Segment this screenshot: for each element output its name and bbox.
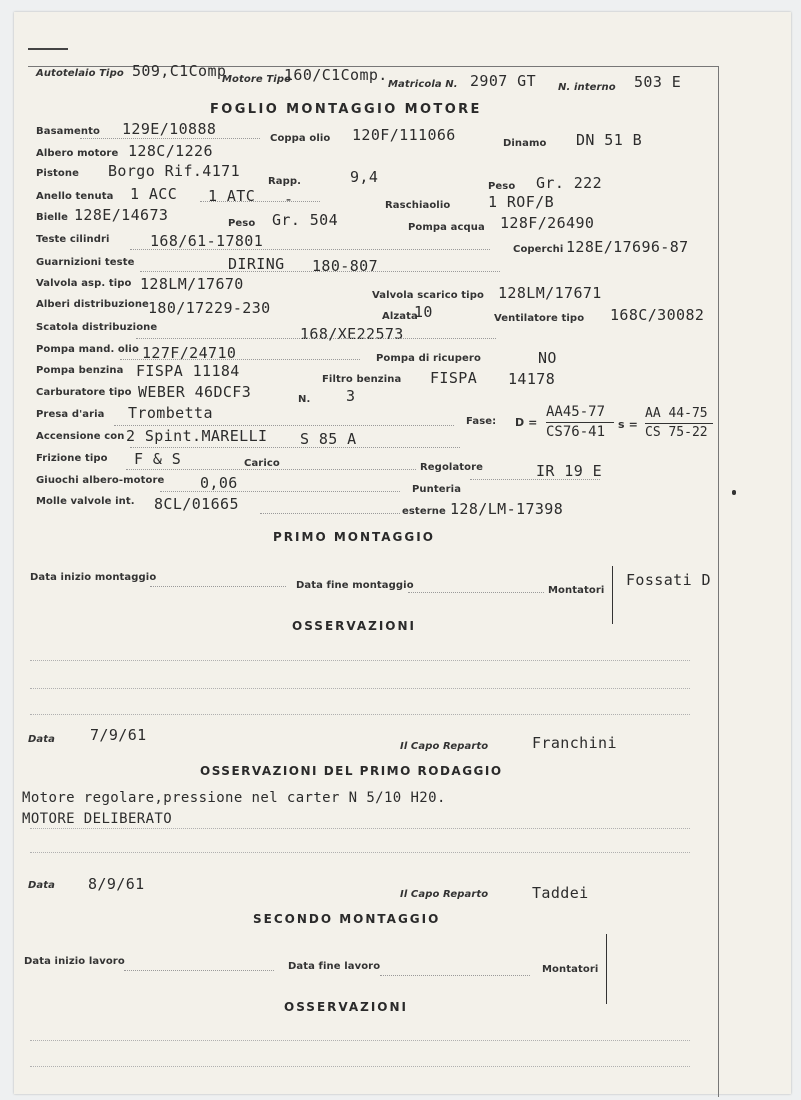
molle-label: Molle valvole int. <box>36 496 135 507</box>
ruled-line <box>30 852 690 853</box>
peso-pistone-value: Gr. 222 <box>536 174 603 192</box>
fase-d-top: AA45-77 <box>546 404 606 420</box>
primo-data-label: Data <box>28 734 55 745</box>
field-line <box>130 447 460 448</box>
peso-pistone-label: Peso <box>488 181 516 192</box>
primo-data-value: 7/9/61 <box>90 726 147 744</box>
field-line <box>380 975 530 976</box>
coperchi-value: 128E/17696-87 <box>566 238 689 256</box>
pompa-recupero-label: Pompa di ricupero <box>376 353 481 364</box>
field-line <box>126 469 416 470</box>
molle-value: 8CL/01665 <box>154 495 239 513</box>
pompa-olio-label: Pompa mand. olio <box>36 344 139 355</box>
carico-label: Carico <box>244 458 280 469</box>
field-line <box>120 359 360 360</box>
motore-label: Motore Tipo <box>222 74 292 85</box>
frizione-value: F & S <box>134 450 182 468</box>
ruled-line <box>30 660 690 661</box>
primo-data-fine-label: Data fine montaggio <box>296 580 414 591</box>
pompa-recupero-value: NO <box>538 349 557 367</box>
matricola-label: Matricola N. <box>388 79 458 90</box>
ventilatore-label: Ventilatore tipo <box>494 313 585 324</box>
field-line <box>140 271 500 272</box>
secondo-data-inizio-label: Data inizio lavoro <box>24 956 125 967</box>
fase-s-top: AA 44-75 <box>645 406 708 421</box>
pistone-label: Pistone <box>36 168 79 179</box>
basamento-label: Basamento <box>36 126 100 137</box>
alzata-value: 10 <box>414 303 433 321</box>
valvola-scarico-value: 128LM/17671 <box>498 284 602 302</box>
anello-tenuta-value2: 1 ATC <box>208 187 256 205</box>
rapp-label: Rapp. <box>268 176 302 187</box>
rodaggio-data-value: 8/9/61 <box>88 875 145 893</box>
peso-bielle-label: Peso <box>228 218 256 229</box>
bielle-label: Bielle <box>36 212 69 223</box>
ruled-line <box>30 828 690 829</box>
fase-d-fraction-bar <box>546 422 614 423</box>
peso-bielle-value: Gr. 504 <box>272 211 339 229</box>
fase-d-label: D = <box>515 416 538 429</box>
filtro-benzina-label: Filtro benzina <box>322 374 402 385</box>
ruled-line <box>30 688 690 689</box>
pistone-value: Borgo Rif.4171 <box>108 162 241 180</box>
accensione-label: Accensione con <box>36 431 125 442</box>
rapp-value: 9,4 <box>350 168 379 186</box>
fase-label: Fase: <box>466 416 497 427</box>
esterne-value: 128/LM-17398 <box>450 500 564 518</box>
primo-montaggio-heading: PRIMO MONTAGGIO <box>273 530 435 544</box>
secondo-montatori-bracket <box>606 934 607 1004</box>
rodaggio-line2: MOTORE DELIBERATO <box>22 811 173 827</box>
anello-tenuta-value3: - <box>284 190 294 208</box>
field-line <box>260 513 400 514</box>
field-line <box>130 249 490 250</box>
ruled-line <box>30 714 690 715</box>
teste-cilindri-value: 168/61-17801 <box>150 232 264 250</box>
accensione-value2: S 85 A <box>300 430 357 448</box>
primo-capo-label: Il Capo Reparto <box>400 741 489 752</box>
pompa-acqua-value: 128F/26490 <box>500 214 595 232</box>
valvola-asp-label: Valvola asp. tipo <box>36 278 132 289</box>
fase-s-fraction-bar <box>645 423 713 424</box>
rodaggio-data-label: Data <box>28 880 55 891</box>
rodaggio-capo-label: Il Capo Reparto <box>400 889 489 900</box>
filtro-benzina-value: FISPA <box>430 369 478 387</box>
raschiaolio-label: Raschiaolio <box>385 200 451 211</box>
guarnizioni-value: DIRING <box>228 255 285 273</box>
motore-value: 160/C1Comp. <box>284 66 388 84</box>
coppa-olio-label: Coppa olio <box>270 133 331 144</box>
guarnizioni-value2: 180-807 <box>312 257 379 275</box>
albero-motore-value: 128C/1226 <box>128 142 213 160</box>
guarnizioni-label: Guarnizioni teste <box>36 257 135 268</box>
carburatore-label: Carburatore tipo <box>36 387 132 398</box>
rodaggio-heading: OSSERVAZIONI DEL PRIMO RODAGGIO <box>200 764 503 778</box>
regolatore-value: IR 19 E <box>536 462 603 480</box>
primo-capo-value: Franchini <box>532 734 617 752</box>
fase-d-bottom: CS76-41 <box>546 424 606 440</box>
valvola-scarico-label: Valvola scarico tipo <box>372 290 484 301</box>
field-line <box>160 491 400 492</box>
carburatore-n-value: 3 <box>346 387 356 405</box>
field-line <box>80 138 260 139</box>
albero-motore-label: Albero motore <box>36 148 119 159</box>
giuochi-value: 0,06 <box>200 474 238 492</box>
scatola-value: 168/XE22573 <box>300 325 404 343</box>
field-line <box>150 586 286 587</box>
scatola-label: Scatola distribuzione <box>36 322 158 333</box>
dinamo-value: DN 51 B <box>576 131 643 149</box>
matricola-value: 2907 GT <box>470 72 537 90</box>
anello-tenuta-value: 1 ACC <box>130 185 178 203</box>
field-line <box>408 592 544 593</box>
coperchi-label: Coperchi <box>513 244 564 255</box>
top-mark <box>28 48 68 50</box>
primo-montatori-value: Fossati D <box>626 571 711 589</box>
alberi-value: 180/17229-230 <box>148 299 271 317</box>
rodaggio-capo-value: Taddei <box>532 884 589 902</box>
esterne-label: esterne <box>402 506 446 517</box>
ventilatore-value: 168C/30082 <box>610 306 705 324</box>
montatori-bracket <box>612 566 613 606</box>
presa-aria-value: Trombetta <box>128 404 213 422</box>
interno-label: N. interno <box>558 82 616 93</box>
presa-aria-label: Presa d'aria <box>36 409 105 420</box>
carburatore-value: WEBER 46DCF3 <box>138 383 252 401</box>
anello-tenuta-label: Anello tenuta <box>36 191 114 202</box>
montatori-bracket-lower <box>612 606 613 624</box>
coppa-olio-value: 120F/111066 <box>352 126 456 144</box>
giuochi-label: Giuochi albero-motore <box>36 475 165 486</box>
alzata-label: Alzata <box>382 311 418 322</box>
secondo-montaggio-heading: SECONDO MONTAGGIO <box>253 912 441 926</box>
alberi-label: Alberi distribuzione <box>36 299 149 310</box>
frizione-label: Frizione tipo <box>36 453 108 464</box>
ruled-line <box>30 1040 690 1041</box>
ruled-line <box>30 1066 690 1067</box>
bielle-value: 128E/14673 <box>74 206 169 224</box>
primo-data-inizio-label: Data inizio montaggio <box>30 572 157 583</box>
primo-montatori-label: Montatori <box>548 585 605 596</box>
regolatore-label: Regolatore <box>420 462 484 473</box>
page-title: FOGLIO MONTAGGIO MOTORE <box>210 102 482 117</box>
paper-mark <box>732 490 736 495</box>
punteria-label: Punteria <box>412 484 462 495</box>
interno-value: 503 E <box>634 73 682 91</box>
accensione-value: 2 Spint.MARELLI <box>126 427 268 445</box>
pompa-benzina-value: FISPA 11184 <box>136 362 240 380</box>
valvola-asp-value: 128LM/17670 <box>140 275 244 293</box>
field-line <box>124 970 274 971</box>
secondo-montatori-label: Montatori <box>542 964 599 975</box>
field-line <box>200 201 320 202</box>
field-line <box>136 338 496 339</box>
raschiaolio-value: 1 ROF/B <box>488 193 555 211</box>
dinamo-label: Dinamo <box>503 138 547 149</box>
carburatore-n-label: N. <box>298 394 311 405</box>
primo-osservazioni-heading: OSSERVAZIONI <box>292 619 417 633</box>
pompa-olio-value: 127F/24710 <box>142 344 237 362</box>
basamento-value: 129E/10888 <box>122 120 217 138</box>
field-line <box>114 425 454 426</box>
pompa-benzina-label: Pompa benzina <box>36 365 124 376</box>
fase-s-bottom: CS 75-22 <box>645 425 708 440</box>
secondo-osservazioni-heading: OSSERVAZIONI <box>284 1000 409 1014</box>
teste-cilindri-label: Teste cilindri <box>36 234 110 245</box>
fase-s-label: s = <box>618 418 638 431</box>
autotelaio-label: Autotelaio Tipo <box>36 68 124 79</box>
secondo-data-fine-label: Data fine lavoro <box>288 961 381 972</box>
pompa-acqua-label: Pompa acqua <box>408 222 485 233</box>
filtro-benzina-value2: 14178 <box>508 370 556 388</box>
autotelaio-value: 509,C1Comp <box>132 62 227 80</box>
field-line <box>470 479 600 480</box>
rodaggio-line1: Motore regolare,pressione nel carter N 5/10 H20. <box>22 790 446 806</box>
